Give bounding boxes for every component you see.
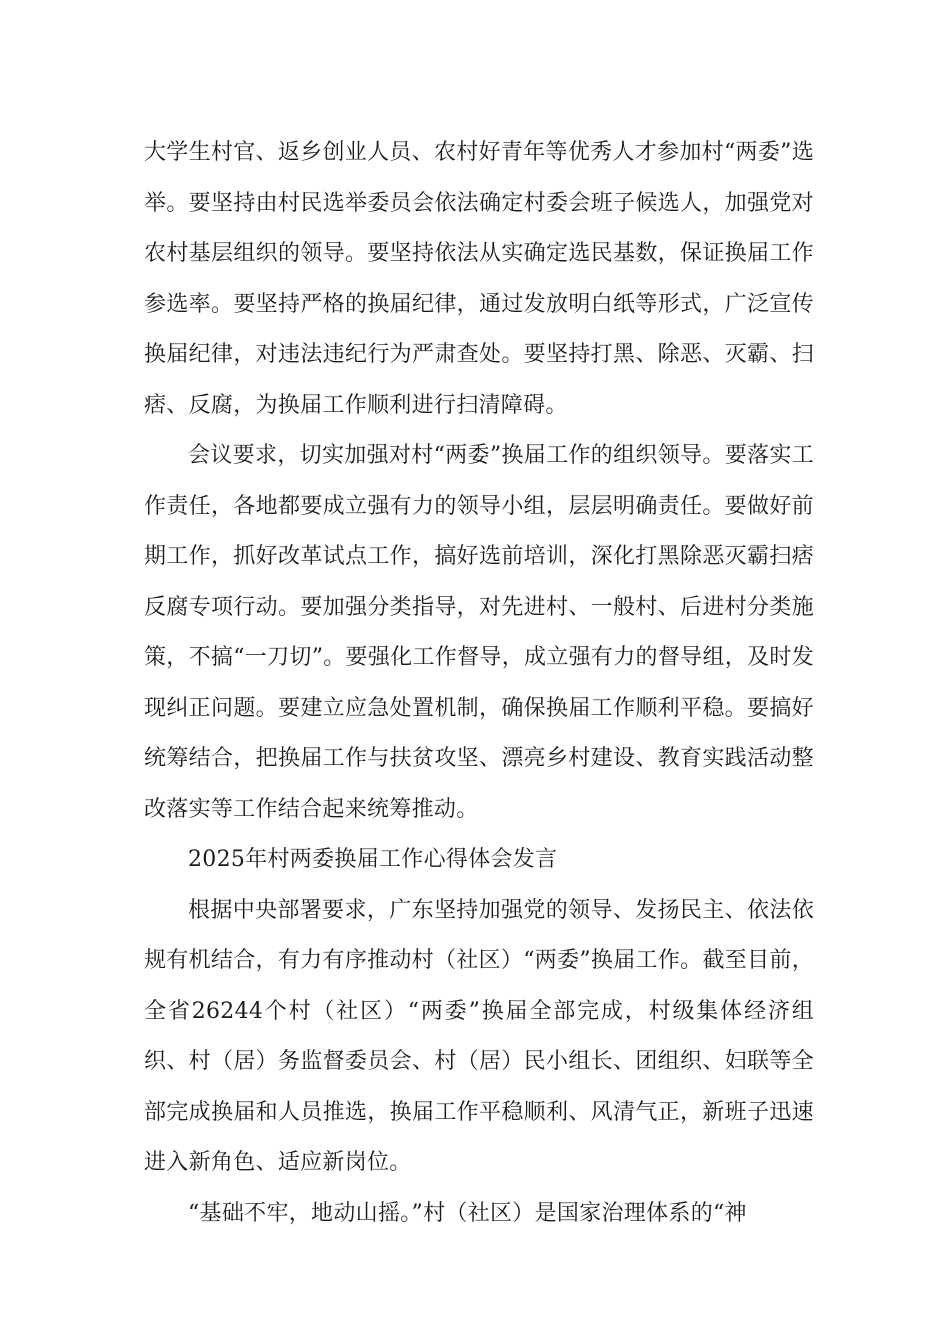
- section-heading: 2025年村两委换届工作心得体会发言: [188, 847, 558, 872]
- paragraph-foundation-quote: “基础不牢，地动山摇。”村（社区）是国家治理体系的“神: [188, 1200, 747, 1226]
- document-body: [144, 128, 814, 1239]
- paragraph-meeting-requirements: 会议要求，切实加强对村“两委”换届工作的组织领导。要落实工作责任，各地都要成立强有力的领导小组，层层明确责任。要做好前期工作，抓好改革试点工作，搞好选前培训，深化打黑除恶灭霸扫痞反腐专项行动。要加强分类指导，对先进村、一般村、后进村分类施策，不搞“一刀切”。要强化工作督导，成立强有力的督导组，及时发现纠正问题。要建立应急处置机制，确保换届工作顺利平稳。要搞好统筹结合，把换届工作与扶贫攻坚、漂亮乡村建设、教育实践活动整改落实等工作结合起来统筹推动。: [144, 443, 814, 822]
- paragraph-continuation: 大学生村官、返乡创业人员、农村好青年等优秀人才参加村“两委”选举。要坚持由村民选举委员会依法确定村委会班子候选人，加强党对农村基层组织的领导。要坚持依法从实确定选民基数，保证换届工作参选率。要坚持严格的换届纪律，通过发放明白纸等形式，广泛宣传换届纪律，对违法违纪行为严肃查处。要坚持打黑、除恶、灭霸、扫痞、反腐，为换届工作顺利进行扫清障碍。: [144, 140, 814, 418]
- paragraph-guangdong-progress: 根据中央部署要求，广东坚持加强党的领导、发扬民主、依法依规有机结合，有力有序推动村（社区）“两委”换届工作。截至目前，全省26244个村（社区）“两委”换届全部完成，村级集体经济组织、村（居）务监督委员会、村（居）民小组长、团组织、妇联等全部完成换届和人员推选，换届工作平稳顺利、风清气正，新班子迅速进入新角色、适应新岗位。: [144, 897, 814, 1175]
